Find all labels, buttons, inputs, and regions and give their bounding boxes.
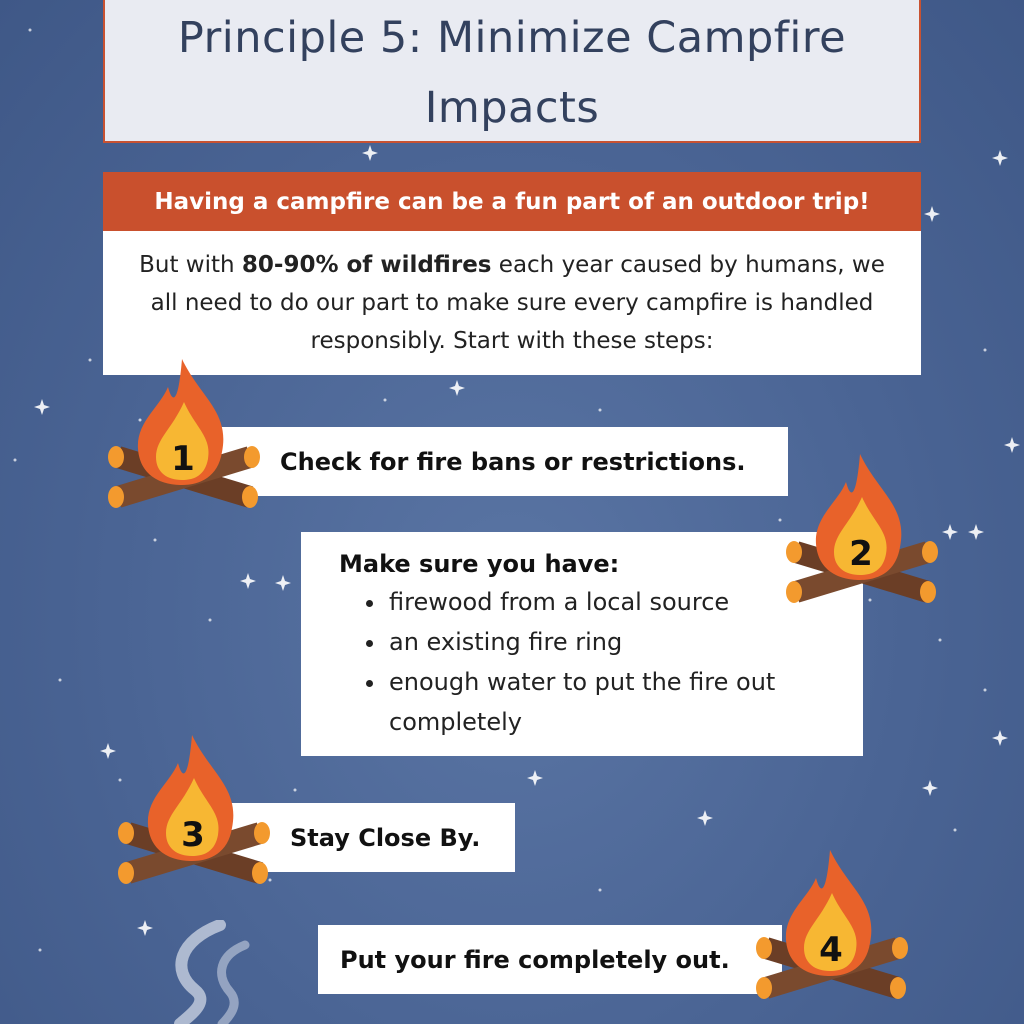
star-icon [275,575,291,591]
step-3-text: Stay Close By. [290,823,481,852]
star-icon [449,380,465,396]
campfire-icon [100,357,265,522]
smoke-icon [150,920,260,1024]
star-icon [1004,437,1020,453]
intro-text: But with 80-90% of wildfires each year caused by humans, we all need to do our part to make sure every campfire is handled responsibly. Start with these steps: [139,252,885,354]
campfire-icon [778,452,943,617]
list-item: • enough water to put the fire out completely [387,662,863,742]
campfire-icon [748,848,913,1013]
intro-highlight: 80-90% of wildfires [241,252,492,278]
list-item: • firewood from a local source [387,582,863,622]
step-4-box [318,925,782,994]
star-icon [942,524,958,540]
step-4-text: Put your fire completely out. [340,945,730,974]
page-title: Principle 5: Minimize Campfire Impacts [177,12,847,133]
step-number: 3 [181,815,205,855]
step-2-heading: Make sure you have: [339,550,620,578]
banner-text: Having a campfire can be a fun part of an outdoor trip! [154,189,870,215]
banner [103,172,921,232]
title-box [103,0,921,143]
star-icon [924,206,940,222]
step-number: 4 [819,930,843,970]
campfire-icon [110,733,275,898]
list-item: • an existing fire ring [387,622,863,662]
star-icon [240,573,256,589]
star-icon [968,524,984,540]
star-icon [992,150,1008,166]
step-number: 2 [849,534,873,574]
step-number: 1 [171,439,195,479]
star-icon [34,399,50,415]
star-icon [697,810,713,826]
step-1-text: Check for fire bans or restrictions. [280,447,746,476]
star-icon [992,730,1008,746]
intro-box [103,231,921,375]
star-icon [922,780,938,796]
star-icon [527,770,543,786]
step-1-box [220,427,788,496]
star-icon [362,145,378,161]
